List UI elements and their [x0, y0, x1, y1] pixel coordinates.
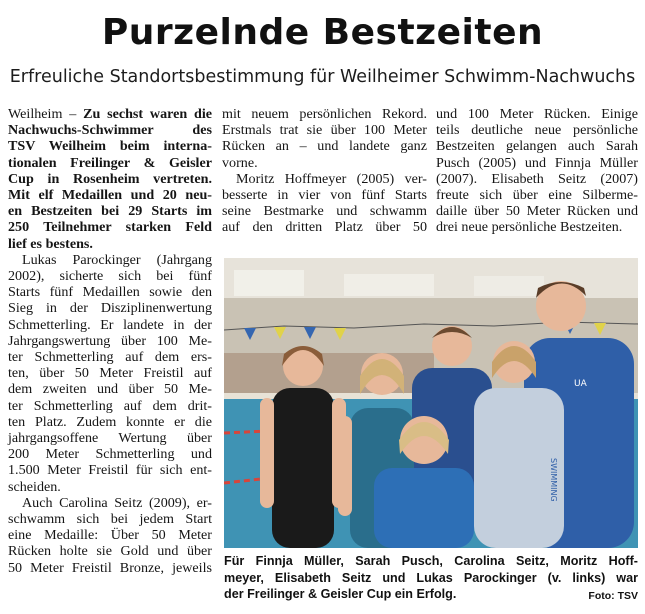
body-line: dem zweiten und über 50 Me-: [8, 381, 212, 398]
dateline: Weilheim –: [8, 106, 77, 122]
body-line: 200 Meter Schmetterling und: [8, 446, 212, 463]
body-paragraph-lukas: [8, 252, 212, 495]
body-line: scheiden.: [8, 478, 61, 495]
body-line: Jahrgangswertung über 100 Me-: [8, 332, 212, 349]
lead-line: TSV Weilheim beim interna-: [8, 138, 212, 155]
caption-line: Für Finnja Müller, Sarah Pusch, Carolina Seitz, Moritz Hoff-: [224, 554, 638, 568]
body-line: Sieg in der Disziplinenwertung: [8, 300, 212, 317]
person-carolina-shirt: [374, 468, 474, 548]
lead-paragraph: [8, 106, 212, 252]
body-line: ten, über 50 Meter Freistil auf: [8, 365, 212, 382]
body-line: vorne.: [222, 154, 258, 171]
body-paragraph-moritz: [222, 171, 427, 236]
photo-caption: [224, 553, 638, 603]
body-line: und 100 Meter Rücken. Einige: [436, 106, 638, 122]
lead-line: Mit elf Medaillen und 20 neu-: [8, 187, 212, 204]
body-line: 1.500 Meter Freistil für sich ent-: [8, 462, 212, 479]
caption-line: meyer, Elisabeth Seitz und Lukas Parockinger (v. links) war: [224, 570, 638, 585]
body-paragraph-carolina: [8, 495, 212, 576]
body-line: Rücken holte sie Gold und über: [8, 543, 212, 560]
lead-line: Cup in Rosenheim vertreten.: [8, 170, 212, 187]
headline: Purzelnde Bestzeiten: [101, 12, 544, 53]
body-line: daille über 50 Meter Rücken und: [436, 203, 638, 220]
body-line: ter Schmetterling auf dem ers-: [8, 349, 212, 366]
hoodie-print: SWIMMING: [549, 458, 558, 502]
body-line: drei neue persönliche Bestzeiten.: [436, 219, 623, 236]
photo-credit: Foto: TSV: [588, 590, 638, 602]
hall-window: [234, 270, 304, 296]
body-line: Moritz Hoffmeyer (2005) ver-: [236, 170, 427, 187]
body-line: 50 Meter Freistil Bronze, jeweils: [8, 559, 212, 576]
body-paragraph-others: [436, 106, 638, 236]
caption-line: der Freilinger & Geisler Cup ein Erfolg.: [224, 587, 457, 602]
brand-logo-icon: UA: [574, 379, 587, 389]
lead-line: lief es bestens.: [8, 235, 93, 252]
body-line: mit neuem persönlichen Rekord.: [222, 106, 427, 122]
article-column-3: [436, 106, 638, 256]
lead-line: en Bestzeiten bei 29 Starts im: [8, 203, 212, 220]
subheadline: Erfreuliche Standortsbestimmung für Weilheimer Schwimm-Nachwuchs: [9, 67, 636, 87]
body-line: schwamm sich bei jedem Start: [8, 511, 212, 528]
arm: [338, 416, 352, 516]
body-line: freute sich über eine Silberme-: [436, 187, 638, 204]
hall-window: [344, 274, 434, 296]
hall-window: [474, 276, 544, 296]
team-photo-illustration: [224, 258, 638, 548]
body-line: Rücken an – und landete ganz: [222, 138, 427, 155]
body-line: ten Platz. Zudem konnte er die: [8, 413, 212, 430]
body-line: auf den dritten Platz über 50: [222, 219, 427, 236]
body-line: teils deutliche neue persönliche: [436, 122, 638, 139]
lead-line: tionalen Freilinger & Geisler: [8, 154, 212, 171]
lead-line: Nachwuchs-Schwimmer des: [8, 122, 212, 139]
lead-line: 250 Teilnehmer starken Feld: [8, 219, 212, 236]
article-column-2: [222, 106, 427, 256]
body-line: Bestzeiten gelangen auch Sarah: [436, 138, 638, 155]
body-paragraph-carolina-cont: [222, 106, 427, 171]
body-line: Schmetterling. Er landete in der: [8, 316, 212, 333]
body-line: Pusch (2005) und Finnja Müller: [436, 154, 638, 171]
body-line: besserte in vier von fünf Starts: [222, 187, 427, 204]
body-line: jahrgangsoffene Wertung über: [8, 430, 212, 447]
lead-line: Zu sechst waren die: [83, 106, 213, 122]
body-line: Starts fünf Medaillen sowie den: [8, 284, 212, 301]
body-line: 2002), sicherte sich bei fünf: [8, 268, 212, 285]
article-column-1: [8, 106, 212, 606]
person-finnja-swimsuit: [272, 388, 334, 548]
body-line: Erstmals trat sie über 100 Meter: [222, 122, 427, 139]
body-line: Lukas Parockinger (Jahrgang: [22, 251, 212, 268]
body-line: (2007). Elisabeth Seitz (2007): [436, 170, 638, 187]
body-line: Auch Carolina Seitz (2009), er-: [22, 494, 212, 511]
body-line: eine Medaille: Über 50 Meter: [8, 527, 212, 544]
arm: [260, 398, 274, 508]
body-line: ter Schmetterling auf dem drit-: [8, 397, 212, 414]
team-photo: [224, 258, 638, 548]
body-line: seine Bestmarke und schwamm: [222, 203, 427, 220]
